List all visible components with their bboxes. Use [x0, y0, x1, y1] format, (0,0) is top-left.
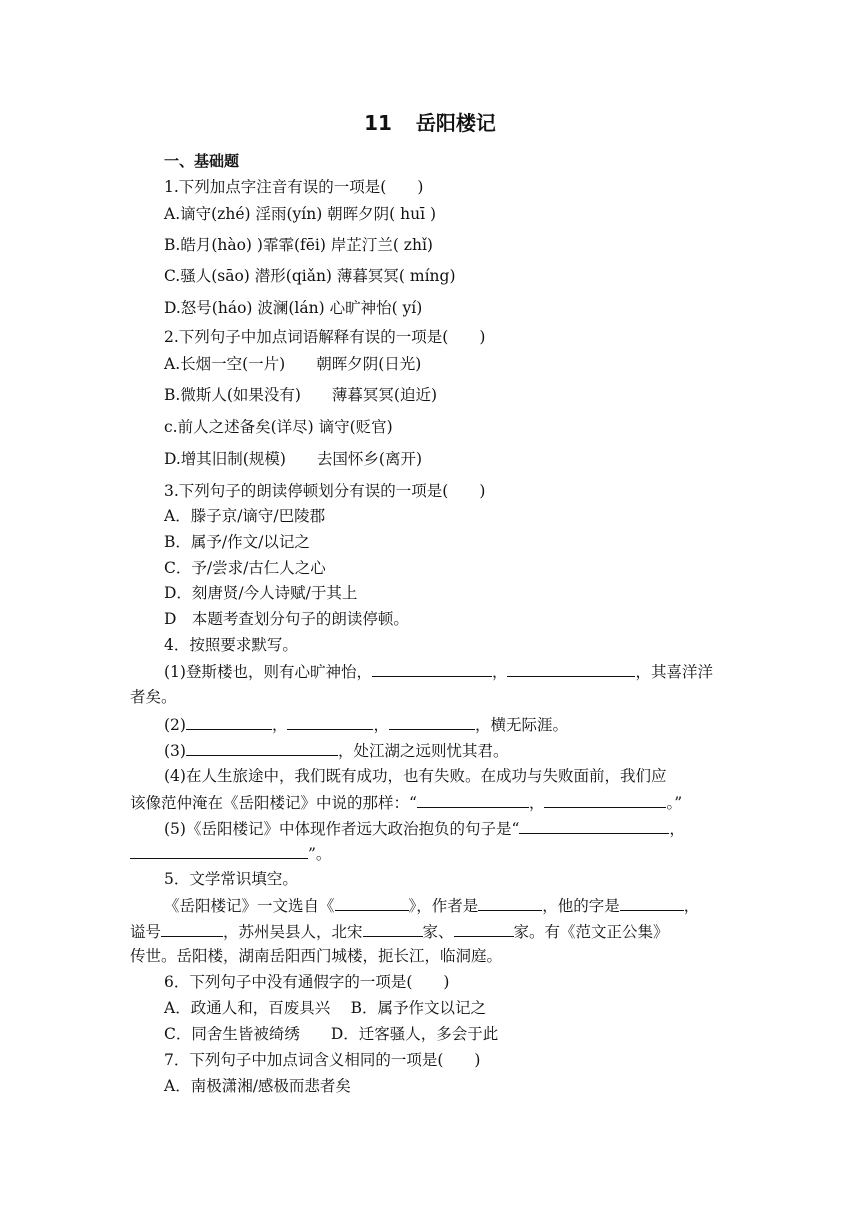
- q5-line-2: 谥号 ，苏州吴县人，北宋 家、 家。有《范文正公集》: [130, 920, 669, 943]
- answer-blank[interactable]: [335, 894, 409, 911]
- q1-option-d: D.怒号(háo) 波澜(lán) 心旷神怡( yí): [164, 299, 423, 317]
- q3-stem: 3.下列句子的朗读停顿划分有误的一项是( ): [164, 482, 486, 500]
- q1-option-a: A.谪守(zhé) 淫雨(yín) 朝晖夕阴( huī ): [164, 205, 437, 223]
- q2-option-a: A.长烟一空(一片) 朝晖夕阴(日光): [164, 355, 422, 373]
- q4-item-5: (5)《岳阳楼记》中体现作者远大政治抱负的句子是“ ，: [164, 817, 685, 840]
- q3-option-c: C．予/尝求/古仁人之心: [164, 559, 326, 577]
- q4-item-5-cont: ”。: [130, 842, 331, 865]
- answer-blank[interactable]: [478, 894, 542, 911]
- answer-blank[interactable]: [372, 660, 492, 677]
- q3-option-d: D．刻唐贤/今人诗赋/于其上: [164, 584, 358, 602]
- q3-option-a: A．滕子京/谪守/巴陵郡: [164, 507, 326, 525]
- q4-item-2: (2) ， ， ，横无际涯。: [164, 713, 568, 736]
- q1-option-c: C.骚人(sāo) 潜形(qiǎn) 薄暮冥冥( míng): [164, 267, 456, 285]
- answer-blank[interactable]: [363, 920, 423, 937]
- q3-answer-note: D 本题考查划分句子的朗读停顿。: [164, 610, 409, 628]
- q4-item-4-cont: 该像范仲淹在《岳阳楼记》中说的那样：“ ， 。”: [130, 791, 682, 814]
- q4-item-1: (1)登斯楼也，则有心旷神怡， ， ，其喜洋洋: [164, 660, 713, 683]
- answer-blank[interactable]: [417, 791, 529, 808]
- q4-stem: 4．按照要求默写。: [164, 636, 298, 654]
- answer-blank[interactable]: [389, 713, 475, 730]
- answer-blank[interactable]: [161, 920, 223, 937]
- lesson-title: 岳阳楼记: [415, 111, 496, 135]
- section-heading: 一、基础题: [164, 152, 240, 170]
- answer-blank[interactable]: [519, 817, 669, 834]
- q7-stem: 7．下列句子中加点词含义相同的一项是( ): [164, 1051, 481, 1069]
- answer-blank[interactable]: [454, 920, 514, 937]
- q6-stem: 6．下列句子中没有通假字的一项是( ): [164, 973, 450, 991]
- q4-item-4: (4)在人生旅途中，我们既有成功，也有失败。在成功与失败面前，我们应: [164, 767, 667, 785]
- q5-stem: 5．文学常识填空。: [164, 870, 298, 888]
- lesson-number: 11: [364, 111, 392, 135]
- q7-option-a: A．南极潇湘/感极而悲者矣: [164, 1077, 351, 1095]
- q4-item-1-cont: 者矣。: [130, 688, 177, 706]
- q2-option-c: c.前人之述备矣(详尽) 谪守(贬官): [164, 418, 393, 436]
- answer-blank[interactable]: [186, 739, 338, 756]
- answer-blank[interactable]: [130, 842, 308, 859]
- answer-blank[interactable]: [544, 791, 666, 808]
- q5-line-3: 传世。岳阳楼，湖南岳阳西门城楼，扼长江，临洞庭。: [130, 947, 503, 965]
- q5-line-1: 《岳阳楼记》一文选自《 》，作者是 ，他的字是 ，: [164, 894, 699, 917]
- q2-option-d: D.增其旧制(规模) 去国怀乡(离开): [164, 450, 422, 468]
- q3-option-b: B．属予/作文/以记之: [164, 533, 310, 551]
- answer-blank[interactable]: [287, 713, 373, 730]
- q6-options-cd: C．同舍生皆被绮绣 D．迁客骚人，多会于此: [164, 1025, 499, 1043]
- answer-blank[interactable]: [507, 660, 635, 677]
- q6-options-ab: A．政通人和，百废具兴 B．属予作文以记之: [164, 999, 487, 1017]
- q2-option-b: B.微斯人(如果没有) 薄暮冥冥(迫近): [164, 386, 438, 404]
- answer-blank[interactable]: [620, 894, 684, 911]
- page-title: [0, 107, 860, 136]
- q1-option-b: B.皓月(hào) )霏霏(fēi) 岸芷汀兰( zhǐ): [164, 236, 433, 254]
- q2-stem: 2.下列句子中加点词语解释有误的一项是( ): [164, 328, 486, 346]
- q4-item-3: (3) ，处江湖之远则忧其君。: [164, 739, 508, 762]
- q1-stem: 1.下列加点字注音有误的一项是( ): [164, 178, 424, 196]
- answer-blank[interactable]: [186, 713, 272, 730]
